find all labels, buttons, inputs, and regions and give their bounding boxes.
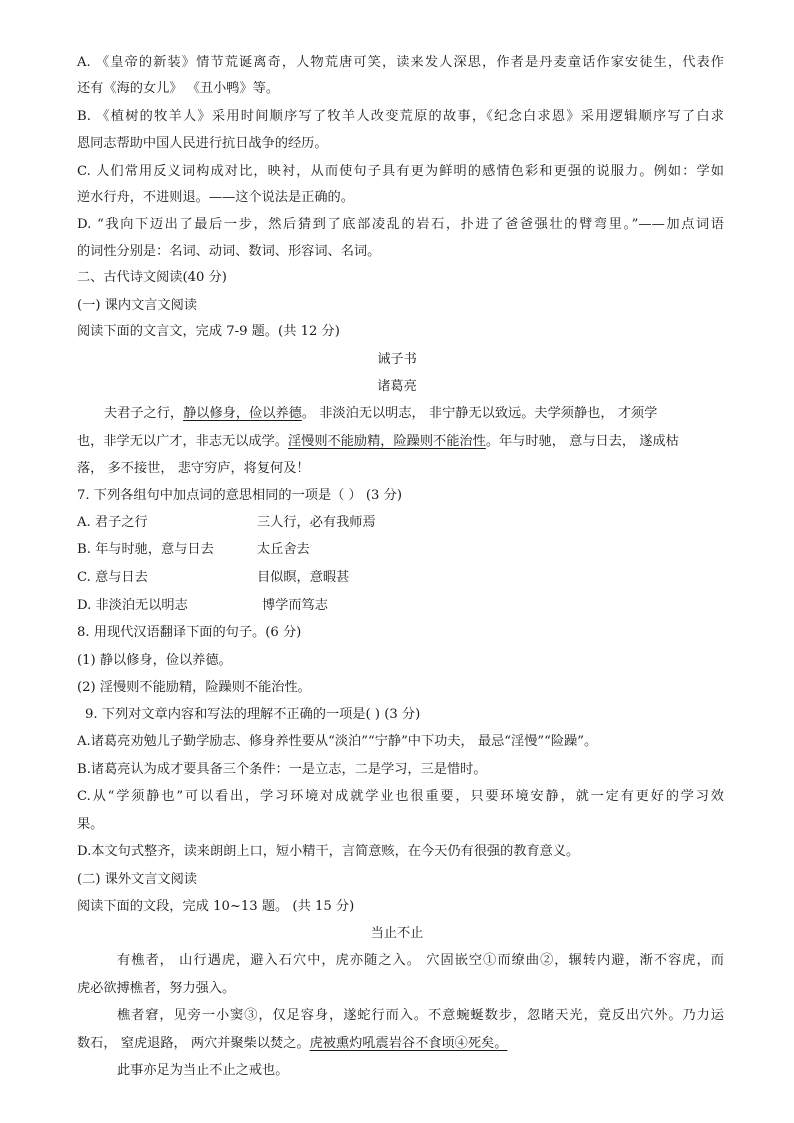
part1-heading: (一) 课内文言文阅读	[77, 298, 197, 313]
q9-option-a: A.诸葛亮劝勉儿子勤学励志、修身养性要从“淡泊”“宁静”中下功夫， 最忌“淫慢”“险躁”。	[77, 734, 598, 749]
option-left: C. 意与日去	[77, 570, 148, 585]
passage2-p1-line2: 虎必欲搏樵者，努力强入。	[77, 981, 236, 996]
option-right: 太丘舍去	[257, 542, 310, 557]
text: 也，非学无以广才，非志无以成学。	[77, 434, 288, 449]
q7-option-a	[77, 513, 724, 533]
passage1-title: 诫子书	[377, 352, 417, 367]
option-right: 博学而笃志	[262, 598, 328, 613]
q9-option-b: B.诸葛亮认为成才要具备三个条件：一是立志，二是学习，三是惜时。	[77, 762, 487, 777]
q7-option-b	[77, 540, 724, 560]
q7-option-d	[77, 596, 724, 616]
text: 夫君子之行，	[104, 406, 184, 421]
passage2-title: 当止不止	[370, 926, 424, 941]
q9-stem: 9. 下列对文章内容和写法的理解不正确的一项是( ) (3 分)	[85, 707, 421, 722]
underlined-sentence: 静以修身，俭以养德	[183, 406, 302, 421]
option-right: 三人行，必有我师焉	[257, 515, 376, 530]
part2-instruction: 阅读下面的文段，完成 10~13 题。 (共 15 分)	[77, 899, 355, 914]
passage2-p2-line2	[77, 1034, 724, 1054]
option-b-line1: B. 《植树的牧羊人》采用时间顺序写了牧羊人改变荒原的故事，《纪念白求恩》采用逻辑顺序写了白求	[77, 109, 724, 124]
section-heading: 二、古代诗文阅读(40 分)	[77, 270, 227, 285]
option-c-line1: C. 人们常用反义词构成对比，映衬，从而使句子具有更为鲜明的感情色彩和更强的说服力。例如：学如	[77, 164, 724, 179]
option-left: A. 君子之行	[77, 515, 148, 530]
passage1-author: 诸葛亮	[377, 379, 417, 394]
option-left: D. 非淡泊无以明志	[77, 598, 188, 613]
option-left: B. 年与时驰，意与日去	[77, 542, 214, 557]
q8-sentence2: (2) 淫慢则不能励精，险躁则不能治性。	[77, 680, 311, 695]
q9-option-d: D.本文句式整齐，读来朗朗上口，短小精干，言简意赅，在今天仍有很强的教育意义。	[77, 844, 580, 859]
q7-option-c	[77, 568, 724, 588]
q8-sentence1: (1) 静以修身，俭以养德。	[77, 653, 232, 668]
option-d-line2: 的词性分别是：名词、动词、数词、形容词、名词。	[77, 244, 381, 259]
option-b-line2: 恩同志帮助中国人民进行抗日战争的经历。	[77, 136, 328, 151]
q9-option-c-line2: 果。	[77, 817, 104, 832]
text: 。年与时驰， 意与日去， 遂成枯	[485, 434, 679, 449]
passage1-line3: 落， 多不接世， 悲守穷庐，将复何及！	[77, 461, 310, 476]
q7-stem: 7. 下列各组句中加点词的意思相同的一项是（ ） (3 分)	[77, 488, 402, 503]
underlined-sentence: 淫慢则不能励精，险躁则不能治性	[288, 434, 486, 449]
q9-option-c-line1: C.从“学须静也”可以看出，学习环境对成就学业也很重要，只要环境安静，就一定有更好的学习效	[77, 789, 724, 804]
part2-heading: (二) 课外文言文阅读	[77, 872, 197, 887]
q8-stem: 8. 用现代汉语翻译下面的句子。(6 分)	[77, 625, 302, 640]
passage2-p3: 此事亦足为当止不止之戒也。	[117, 1063, 289, 1078]
passage2-p1-line1: 有樵者， 山行遇虎，避入石穴中，虎亦随之入。 穴固嵌空①而缭曲②，辗转内避，渐不容虎，而	[117, 953, 724, 968]
option-c-line2: 逆水行舟，不进则退。——这个说法是正确的。	[77, 190, 354, 205]
text: 。 非淡泊无以明志， 非宁静无以致远。夫学须静也， 才须学	[301, 406, 658, 421]
passage1-line1	[104, 404, 724, 424]
text: 数石， 窒虎退路， 两穴并聚柴以焚之。	[77, 1036, 310, 1051]
passage2-p2-line1: 樵者窘，见旁一小窦③，仅足容身，遂蛇行而入。不意蜿蜒数步，忽睹天光，竟反出穴外。乃力运	[117, 1008, 724, 1023]
part1-instruction: 阅读下面的文言文，完成 7-9 题。(共 12 分)	[77, 324, 340, 339]
option-a-line1: A. 《皇帝的新装》情节荒诞离奇，人物荒唐可笑，读来发人深思，作者是丹麦童话作家安徒生，代表作	[77, 55, 724, 70]
option-d-line1: D. “我向下迈出了最后一步，然后猜到了底部凌乱的岩石，扑进了爸爸强壮的臂弯里。”——加点词语	[77, 217, 724, 232]
option-right: 目似瞑，意暇甚	[257, 570, 350, 585]
underlined-sentence: 虎被熏灼吼震岩谷不食顷④死矣。	[309, 1036, 508, 1051]
passage1-line2	[77, 432, 724, 452]
option-a-line2: 还有《海的女儿》 《丑小鸭》等。	[77, 81, 280, 96]
